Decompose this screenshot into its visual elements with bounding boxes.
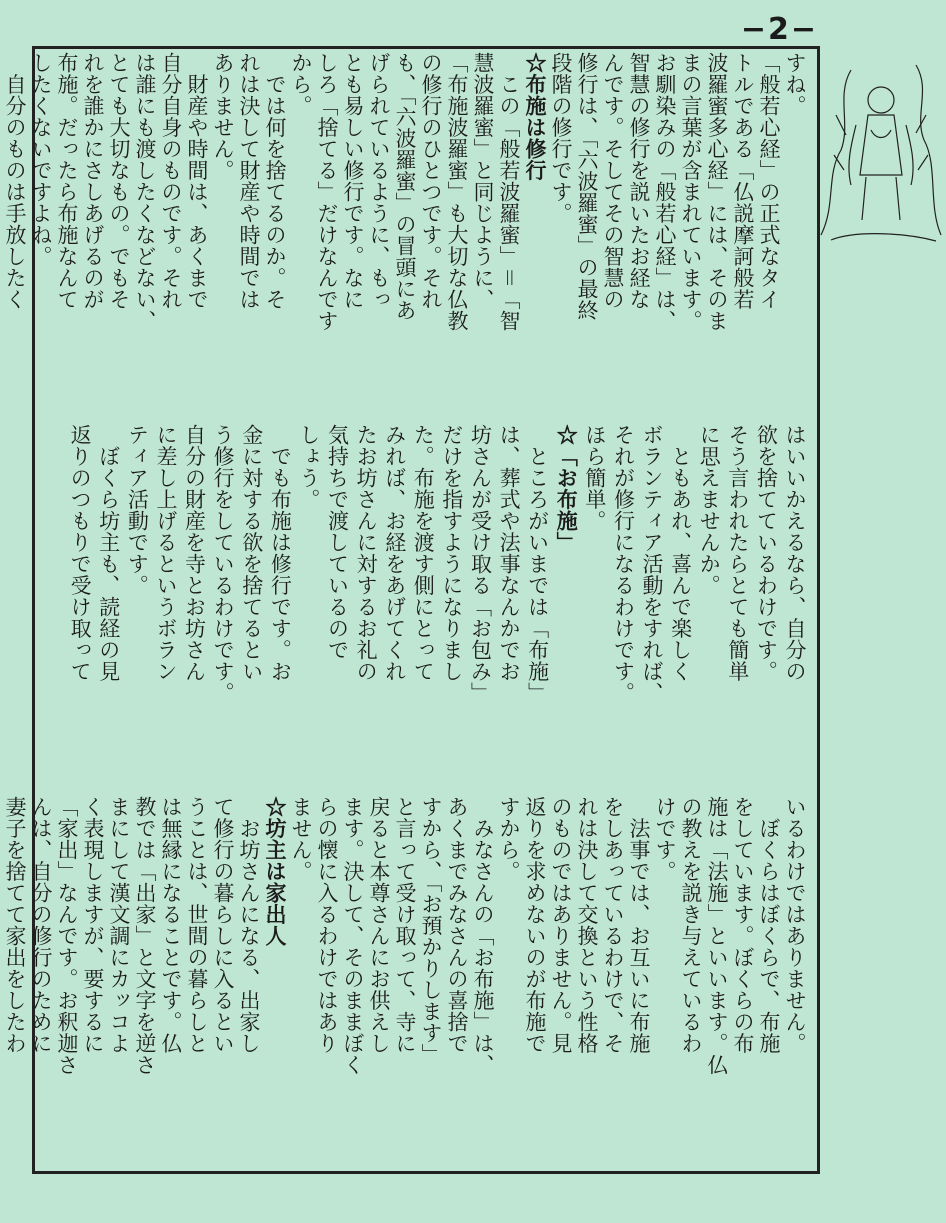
text-column: ます。決して、そのままぼく [341, 796, 365, 1076]
text-column: く表現しますが、要するに [81, 796, 105, 1054]
text-column: らの懐に入るわけではあり [315, 796, 339, 1054]
text-column: に差し上げるというボラン [153, 424, 178, 682]
text-column: はいいかえるなら、自分の [783, 424, 807, 682]
text-column: の修行のひとつです。それ [419, 52, 443, 310]
text-column: をしています。ぼくらの布 [731, 796, 755, 1054]
text-column: だけを指すようになりまし [439, 424, 464, 682]
text-column: 智慧の修行を説いたお経な [627, 52, 651, 310]
text-column: 妻子を捨てて家出をしたわ [3, 796, 27, 1054]
text-column: は、葬式や法事なんかでお [497, 424, 522, 682]
text-column: すね。 [783, 52, 807, 117]
text-column: でも布施は修行です。お [268, 424, 293, 682]
text-column: トルである「仏説摩訶般若 [731, 52, 755, 310]
text-column: それが修行になるわけです。 [611, 424, 636, 704]
text-column: げられているように、もっ [367, 52, 391, 310]
text-column: すから、「お預かりします」 [419, 796, 443, 1065]
text-column: から。 [289, 52, 313, 117]
section-heading: ☆坊主は家出人 [263, 796, 288, 947]
text-column: 財産や時間は、あくまで [185, 52, 209, 310]
text-column: みれば、お経をあげてくれ [382, 424, 407, 682]
text-column: うことは、世間の暮らしと [185, 796, 209, 1054]
text-column: んは、自分の修行のために [29, 796, 53, 1054]
text-column: う修行をしているわけです。 [211, 424, 236, 704]
page-number: −2− [740, 12, 818, 47]
text-column: に思えませんか。 [697, 424, 722, 596]
text-column: すから。 [497, 796, 521, 882]
text-column: とても大切なもの。でもそ [107, 52, 131, 310]
text-column: 金に対する欲を捨てるとい [239, 424, 264, 682]
text-column: ほら簡単。 [582, 424, 607, 532]
text-column: ません。 [289, 796, 313, 882]
text-column: まの言葉が含まれています。 [679, 52, 703, 332]
text-row-middle [32, 424, 820, 796]
section-heading: ☆布施は修行 [523, 52, 548, 181]
text-column: ティア活動です。 [125, 424, 150, 596]
text-column: みなさんの「お布施」は、 [471, 796, 495, 1076]
text-column: まにして漢文調にカッコよ [107, 796, 131, 1054]
text-column: この「般若波羅蜜」＝「智 [497, 52, 521, 332]
text-column: けです。 [653, 796, 677, 882]
text-column: いるわけではありません。 [783, 796, 807, 1054]
text-column: 段階の修行です。 [549, 52, 573, 224]
text-column: ボランティア活動をすれば、 [640, 424, 665, 704]
text-column: 法事では、お互いに布施 [627, 796, 651, 1054]
text-column: ぼくら坊主も、読経の見 [96, 424, 121, 682]
text-column: れを誰かにさしあげるのが [81, 52, 105, 310]
text-column: 自分の財産を寺とお坊さん [182, 424, 207, 682]
text-column: た。布施を渡す側にとって [411, 424, 436, 682]
text-column: しろ「捨てる」だけなんです [315, 52, 339, 332]
text-column: したくないですよね。 [29, 52, 53, 267]
text-column: ところがいまでは「布施」 [525, 424, 550, 704]
text-column: 「家出」なんです。お釈迦さ [55, 796, 79, 1076]
text-row-bottom [3, 796, 820, 1168]
text-column: 布施。だったら布施なんて [55, 52, 79, 310]
text-column: ぼくらはぼくらで、布施 [757, 796, 781, 1054]
text-column: の教えを説き与えているわ [679, 796, 703, 1054]
text-column: では何を捨てるのか。そ [263, 52, 287, 310]
text-column: たお坊さんに対するお礼の [354, 424, 379, 682]
text-column: 「布施波羅蜜」も大切な仏教 [445, 52, 469, 332]
text-column: んです。そしてその智慧の [601, 52, 625, 310]
text-column: れは決して財産や時間では [237, 52, 261, 310]
text-column: 波羅蜜多心経」には、そのま [705, 52, 729, 332]
text-column: とも易しい修行です。なに [341, 52, 365, 310]
text-column: は誰にも渡したくなどない、 [133, 52, 157, 332]
text-column: は無縁になることです。仏 [159, 796, 183, 1054]
text-column: 戻ると本尊さんにお供えし [367, 796, 391, 1054]
text-column: ともあれ、喜んで楽しく [668, 424, 693, 682]
text-column: れは決して交換という性格 [575, 796, 599, 1054]
text-column: 「般若心経」の正式なタイ [757, 52, 781, 310]
text-row-top [3, 52, 820, 424]
text-column: 教では「出家」と文字を逆さ [133, 796, 157, 1076]
text-column: 気持ちで渡しているので [325, 424, 350, 661]
text-column: ありません。 [211, 52, 235, 181]
text-column: お坊さんになる、出家し [237, 796, 261, 1054]
text-column: をしあっているわけで、そ [601, 796, 625, 1054]
text-column: 欲を捨てているわけです。 [754, 424, 779, 682]
text-column: しょう。 [296, 424, 321, 510]
text-column: 修行は、「六波羅蜜」の最終 [575, 52, 599, 321]
text-column: も、「六波羅蜜」の冒頭にあ [393, 52, 417, 321]
text-column: 自分のものは手放したく [3, 52, 27, 310]
text-column: のものではありません。見 [549, 796, 573, 1054]
text-column: 自分自身のものです。それ [159, 52, 183, 310]
text-column: お馴染みの「般若心経」は、 [653, 52, 677, 332]
section-heading: ☆「お布施」 [554, 424, 580, 553]
text-column: 慧波羅蜜」と同じように、 [471, 52, 495, 310]
text-column: と言って受け取って、寺に [393, 796, 417, 1054]
text-column: 返りを求めないのが布施で [523, 796, 547, 1054]
text-column: 施は「法施」といいます。仏 [705, 796, 729, 1076]
text-column: 坊さんが受け取る「お包み」 [468, 424, 493, 704]
text-column: 返りのつもりで受け取って [68, 424, 93, 682]
text-column: て修行の暮らしに入るとい [211, 796, 235, 1054]
text-column: あくまでみなさんの喜捨で [445, 796, 469, 1054]
text-column: そう言われたらとても簡単 [725, 424, 750, 682]
